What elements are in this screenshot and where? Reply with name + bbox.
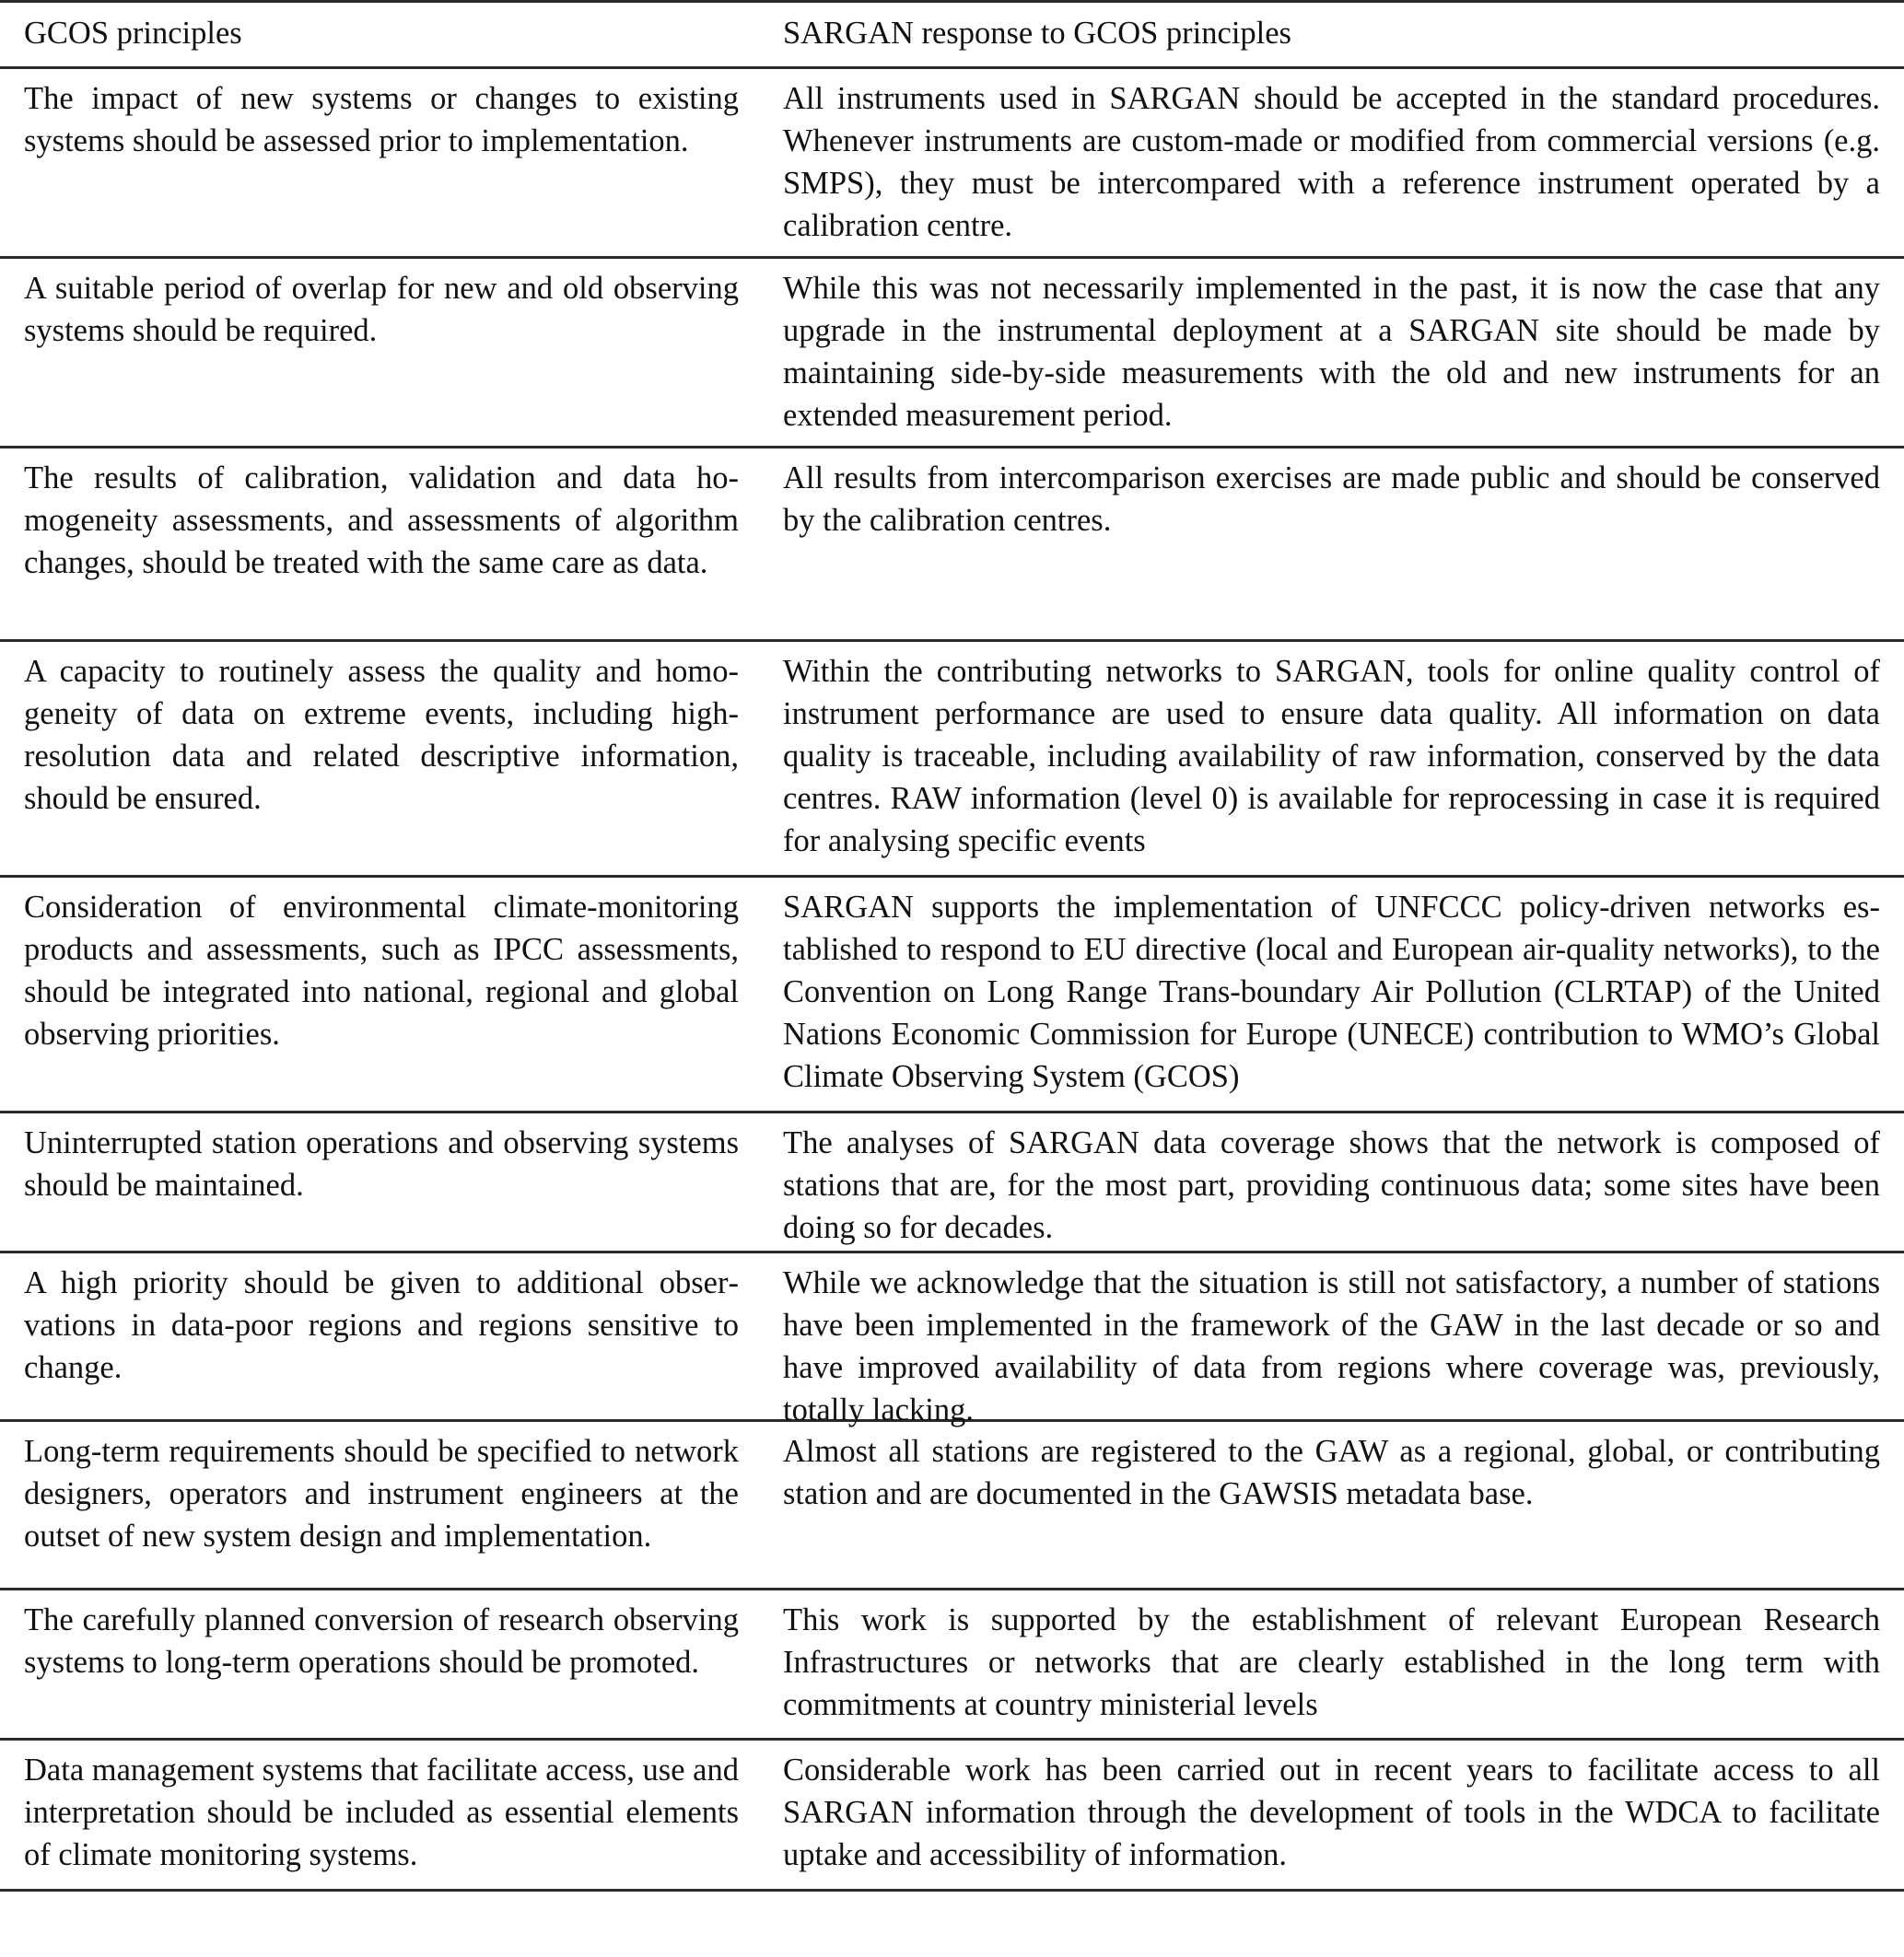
table-row [0, 448, 1904, 642]
response-cell: SARGAN supports the implementation of UNFCCC policy-driven networks established to respond to EU directive (local and European air-quality networks), to the Convention on Long Range Trans-boundary Air Pollution (CLRTAP) of the United Nations Economic Commission for Europe (UNECE) contribution to WMO’s Global Climate Observing System (GCOS) [783, 890, 1880, 1094]
table-row [0, 878, 1904, 1113]
response-cell: While this was not necessarily implemented in the past, it is now the case that any upgrade in the instrumental deployment at a SARGAN site should be made by maintaining side-by-side measurements with the old and new instruments for an extended measurement period. [783, 271, 1880, 433]
table-row [0, 642, 1904, 878]
principle-cell: Long-term requirements should be specified to network designers, operators and instrument engineers at the outset of new system design and implementation. [24, 1434, 739, 1554]
response-cell: The analyses of SARGAN data coverage shows that the network is composed of stations that are, for the most part, providing continuous data; some sites have been doing so for decades. [783, 1125, 1880, 1245]
table-row [0, 69, 1904, 259]
response-cell: Within the contributing networks to SARGAN, tools for online quality control of instrument performance are used to ensure data quality. All information on data quality is traceable, including availability of raw information, conserved by the data centres. RAW information (level 0) is available for reprocessing in case it is required for analysing specific events [783, 654, 1880, 858]
table-row [0, 259, 1904, 448]
response-cell: Considerable work has been carried out in recent years to facilitate access to all SARGAN information through the development of tools in the WDCA to facilitate uptake and accessibility of information. [783, 1753, 1880, 1872]
principle-cell: A suitable period of overlap for new and old observing systems should be required. [24, 271, 739, 348]
principle-cell: The results of calibration, validation and data homogeneity assessments, and assessments of algorithm changes, should be treated with the same care as data. [24, 460, 739, 580]
table-row [0, 1422, 1904, 1590]
principle-cell: The carefully planned conversion of research observing systems to long-term operations should be promoted. [24, 1602, 739, 1680]
principle-cell: The impact of new systems or changes to existing systems should be assessed prior to implementation. [24, 81, 739, 158]
table-row [0, 1253, 1904, 1427]
response-cell: All instruments used in SARGAN should be accepted in the standard procedures. Whenever instruments are custom-made or modified from commercial versions (e.g. SMPS), they must be intercompared with a reference instrument operated by a calibration centre. [783, 81, 1880, 243]
principle-cell: Data management systems that facilitate access, use and interpretation should be included as essential elements of climate monitoring systems. [24, 1753, 739, 1872]
table-header-row [0, 3, 1904, 69]
principle-cell: A capacity to routinely assess the quality and homogeneity of data on extreme events, including high-resolution data and related descriptive information, should be ensured. [24, 654, 739, 816]
response-cell: This work is supported by the establishment of relevant European Research Infrastructures or networks that are clearly established in the long term with commitments at country ministerial levels [783, 1602, 1880, 1722]
response-cell: Almost all stations are registered to the GAW as a regional, global, or contributing station and are documented in the GAWSIS metadata base. [783, 1434, 1880, 1511]
principle-cell: Uninterrupted station operations and observing systems should be maintained. [24, 1125, 739, 1203]
header-gcos-principles: GCOS principles [24, 16, 242, 51]
response-cell: While we acknowledge that the situation is still not satisfactory, a number of stations have been implemented in the framework of the GAW in the last decade or so and have improved availability of data from regions where coverage was, previously, totally lacking. [783, 1265, 1880, 1427]
table-row [0, 1590, 1904, 1741]
principle-cell: Consideration of environmental climate-monitoring products and assessments, such as IPCC assessments, should be integrated into national, regional and global observing priorities. [24, 890, 739, 1052]
principle-cell: A high priority should be given to additional observations in data-poor regions and regions sensitive to change. [24, 1265, 739, 1385]
table-row [0, 1113, 1904, 1253]
table-row [0, 1741, 1904, 1892]
header-sargan-response: SARGAN response to GCOS principles [783, 16, 1291, 51]
response-cell: All results from intercomparison exercises are made public and should be conserved by the calibration centres. [783, 460, 1880, 538]
